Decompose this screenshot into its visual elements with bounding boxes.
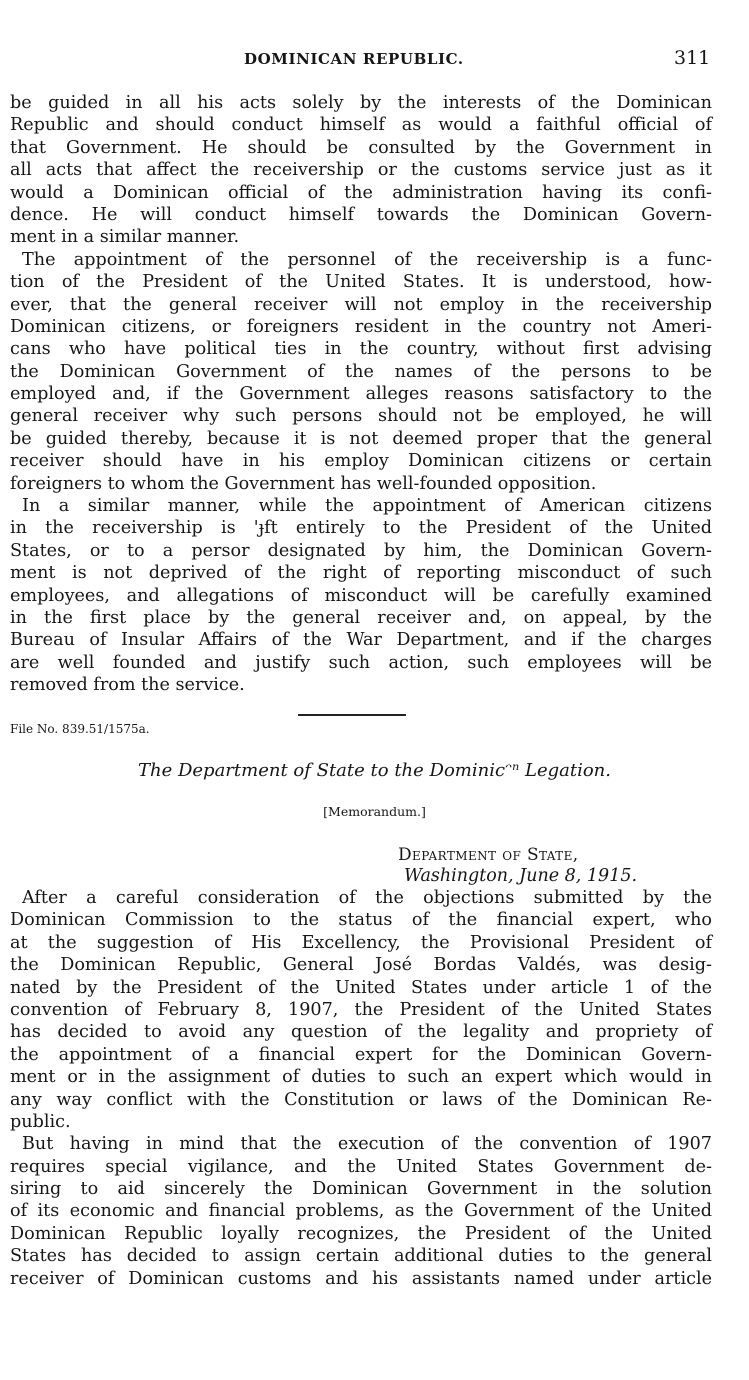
text-line: Republic and should conduct himself as would a faithful official of (10, 115, 712, 136)
text-line: After a careful consideration of the objections submitted by the (22, 888, 712, 908)
page-number: 311 (674, 47, 711, 69)
text-line: States, or to a persor designated by him, the Dominican Govern- (10, 540, 712, 561)
text-line: receiver of Dominican customs and his assistants named under article (10, 1268, 712, 1289)
text-line: In a similar manner, while the appointment of American citizens (22, 496, 712, 517)
text-line: employed and, if the Government alleges reasons satisfactory to the (10, 384, 712, 405)
text-line: that Government. He should be consulted by the Government in (10, 137, 712, 158)
file-number: File No. 839.51/1575a. (10, 722, 150, 736)
text-line: Dominican Commission to the status of the financial expert, who (10, 910, 712, 931)
dateline-place-date: Washington, June 8, 1915. (404, 866, 638, 886)
text-line: Bureau of Insular Affairs of the War Department, and if the charges (10, 630, 712, 651)
section-divider (298, 714, 406, 716)
text-line: all acts that affect the receivership or the customs service just as it (10, 160, 712, 181)
text-line: The appointment of the personnel of the receivership is a func- (22, 249, 712, 270)
text-line: But having in mind that the execution of the convention of 1907 (22, 1134, 712, 1155)
text-line: ment in a similar manner. (10, 227, 240, 248)
text-line: are well founded and justify such action, such employees will be (10, 652, 712, 673)
text-line: tion of the President of the United States. It is understood, how- (10, 272, 712, 293)
text-line: removed from the service. (10, 675, 245, 696)
text-line: the appointment of a financial expert for the Dominican Govern- (10, 1044, 712, 1065)
text-line: be guided in all his acts solely by the interests of the Dominican (10, 93, 712, 113)
text-line: ment is not deprived of the right of reporting misconduct of such (10, 563, 712, 584)
text-line: nated by the President of the United States under article 1 of the (10, 977, 712, 998)
text-line: in the first place by the general receiver and, on appeal, by the (10, 607, 712, 628)
text-line: foreigners to whom the Government has well-founded opposition. (10, 473, 597, 494)
text-line: requires special vigilance, and the United States Government de- (10, 1156, 712, 1177)
text-line: general receiver why such persons should not be employed, he will (10, 406, 712, 427)
body-text-section-2 (10, 887, 712, 1290)
text-line: of its economic and financial problems, as the Government of the United (10, 1201, 712, 1222)
text-line: has decided to avoid any question of the legality and propriety of (10, 1022, 712, 1043)
text-line: cans who have political ties in the country, without first advising (10, 339, 712, 360)
text-line: at the suggestion of His Excellency, the Provisional President of (10, 932, 712, 953)
text-line: ment or in the assignment of duties to such an expert which would in (10, 1067, 712, 1088)
text-line: the Dominican Government of the names of the persons to be (10, 361, 712, 382)
body-text-section-1 (10, 92, 712, 697)
text-line: Dominican Republic loyally recognizes, the President of the United (10, 1223, 712, 1244)
text-line: in the receivership is 'ɟft entirely to the President of the United (10, 518, 712, 539)
text-line: the Dominican Republic, General José Bordas Valdés, was desig- (10, 955, 712, 976)
memorandum-label: [Memorandum.] (323, 804, 426, 819)
text-line: receiver should have in his employ Dominican citizens or certain (10, 451, 712, 472)
text-line: convention of February 8, 1907, the President of the United States (10, 999, 712, 1020)
text-line: Dominican citizens, or foreigners resident in the country not Ameri- (10, 316, 712, 337)
text-line: be guided thereby, because it is not deemed proper that the general (10, 428, 712, 449)
text-line: any way conflict with the Constitution or laws of the Dominican Re- (10, 1089, 712, 1110)
text-line: States has decided to assign certain additional duties to the general (10, 1246, 712, 1267)
text-line: siring to aid sincerely the Dominican Government in the solution (10, 1179, 712, 1200)
text-line: ever, that the general receiver will not employ in the receivership (10, 294, 712, 315)
text-line: would a Dominican official of the administration having its confi- (10, 182, 712, 203)
document-heading: The Department of State to the Dominicᵔⁿ Legation. (137, 760, 611, 781)
running-head: DOMINICAN REPUBLIC. (244, 50, 464, 68)
text-line: public. (10, 1111, 71, 1132)
text-line: employees, and allegations of misconduct will be carefully examined (10, 585, 712, 606)
dateline-department: Department of State, (398, 845, 579, 865)
text-line: dence. He will conduct himself towards the Dominican Govern- (10, 204, 712, 225)
